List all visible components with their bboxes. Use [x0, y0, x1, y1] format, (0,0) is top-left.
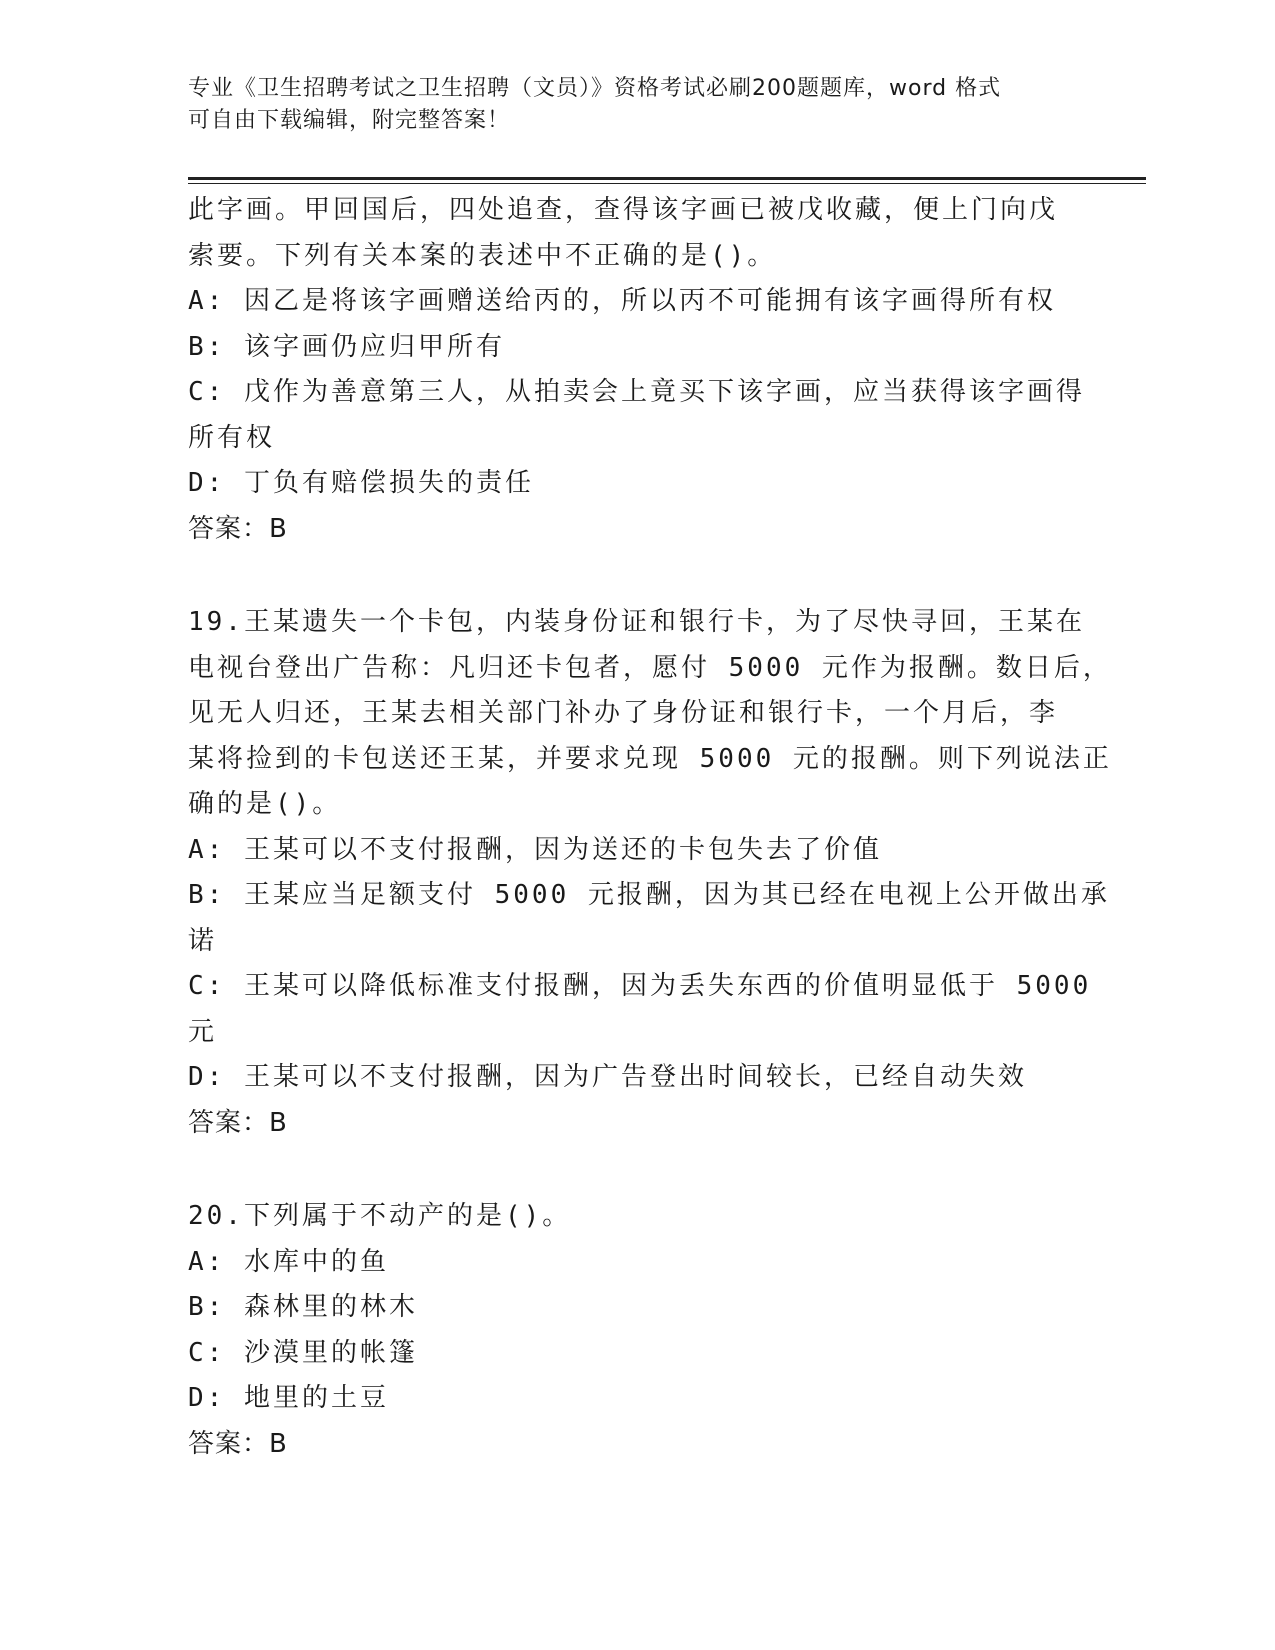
option-d: D: 王某可以不支付报酬，因为广告登出时间较长，已经自动失效 — [188, 1062, 1027, 1092]
question-19 — [188, 600, 1112, 1146]
option-c: C: 沙漠里的帐篷 — [188, 1337, 418, 1368]
option-d: D: 地里的土豆 — [188, 1383, 389, 1413]
option-a: A: 水库中的鱼 — [188, 1246, 389, 1277]
option-c-line: 所有权 — [188, 422, 276, 453]
header-divider-thin — [188, 183, 1146, 184]
question-stem-line: 见无人归还，王某去相关部门补办了身份证和银行卡，一个月后，李 — [188, 698, 1059, 728]
question-18 — [188, 188, 1085, 552]
question-20 — [188, 1194, 1068, 1467]
header-title-line-1: 专业《卫生招聘考试之卫生招聘（文员）》资格考试必刷200题题库，word 格式 — [188, 76, 1002, 101]
question-stem-line: 电视台登出广告称：凡归还卡包者，愿付 5000 元作为报酬。数日后， — [188, 652, 1112, 683]
option-b-line: 诺 — [188, 925, 218, 956]
option-c-line: C: 戊作为善意第三人，从拍卖会上竟买下该字画，应当获得该字画得 — [188, 377, 1085, 407]
header-divider-thick — [188, 177, 1146, 180]
question-spacer — [188, 1146, 1068, 1194]
option-a: A: 因乙是将该字画赠送给丙的，所以丙不可能拥有该字画得所有权 — [188, 286, 1056, 316]
question-stem-line: 确的是()。 — [188, 789, 342, 819]
option-b: B: 该字画仍应归甲所有 — [188, 331, 505, 362]
option-b-line: B: 王某应当足额支付 5000 元报酬，因为其已经在电视上公开做出承 — [188, 880, 1110, 910]
option-b: B: 森林里的林木 — [188, 1292, 418, 1322]
question-stem-line: 此字画。甲回国后，四处追查，查得该字画已被戊收藏，便上门向戊 — [188, 195, 1059, 225]
answer-label: 答案：B — [188, 1107, 288, 1138]
answer-label: 答案：B — [188, 1428, 288, 1459]
question-stem-line: 某将捡到的卡包送还王某，并要求兑现 5000 元的报酬。则下列说法正 — [188, 743, 1112, 774]
header-title-line-2: 可自由下载编辑，附完整答案！ — [188, 108, 511, 133]
option-a: A: 王某可以不支付报酬，因为送还的卡包失去了价值 — [188, 834, 882, 865]
question-stem-line: 19.王某遗失一个卡包，内装身份证和银行卡，为了尽快寻回，王某在 — [188, 607, 1085, 637]
option-c-line: C: 王某可以降低标准支付报酬，因为丢失东西的价值明显低于 5000 — [188, 971, 1092, 1001]
question-stem: 20.下列属于不动产的是()。 — [188, 1201, 572, 1231]
answer-label: 答案：B — [188, 513, 288, 544]
option-d: D: 丁负有赔偿损失的责任 — [188, 468, 534, 498]
question-stem-line: 索要。下列有关本案的表述中不正确的是()。 — [188, 240, 777, 271]
question-list — [188, 188, 1112, 1467]
document-header — [188, 73, 1088, 137]
question-spacer — [188, 552, 1068, 600]
option-c-line: 元 — [188, 1016, 218, 1047]
